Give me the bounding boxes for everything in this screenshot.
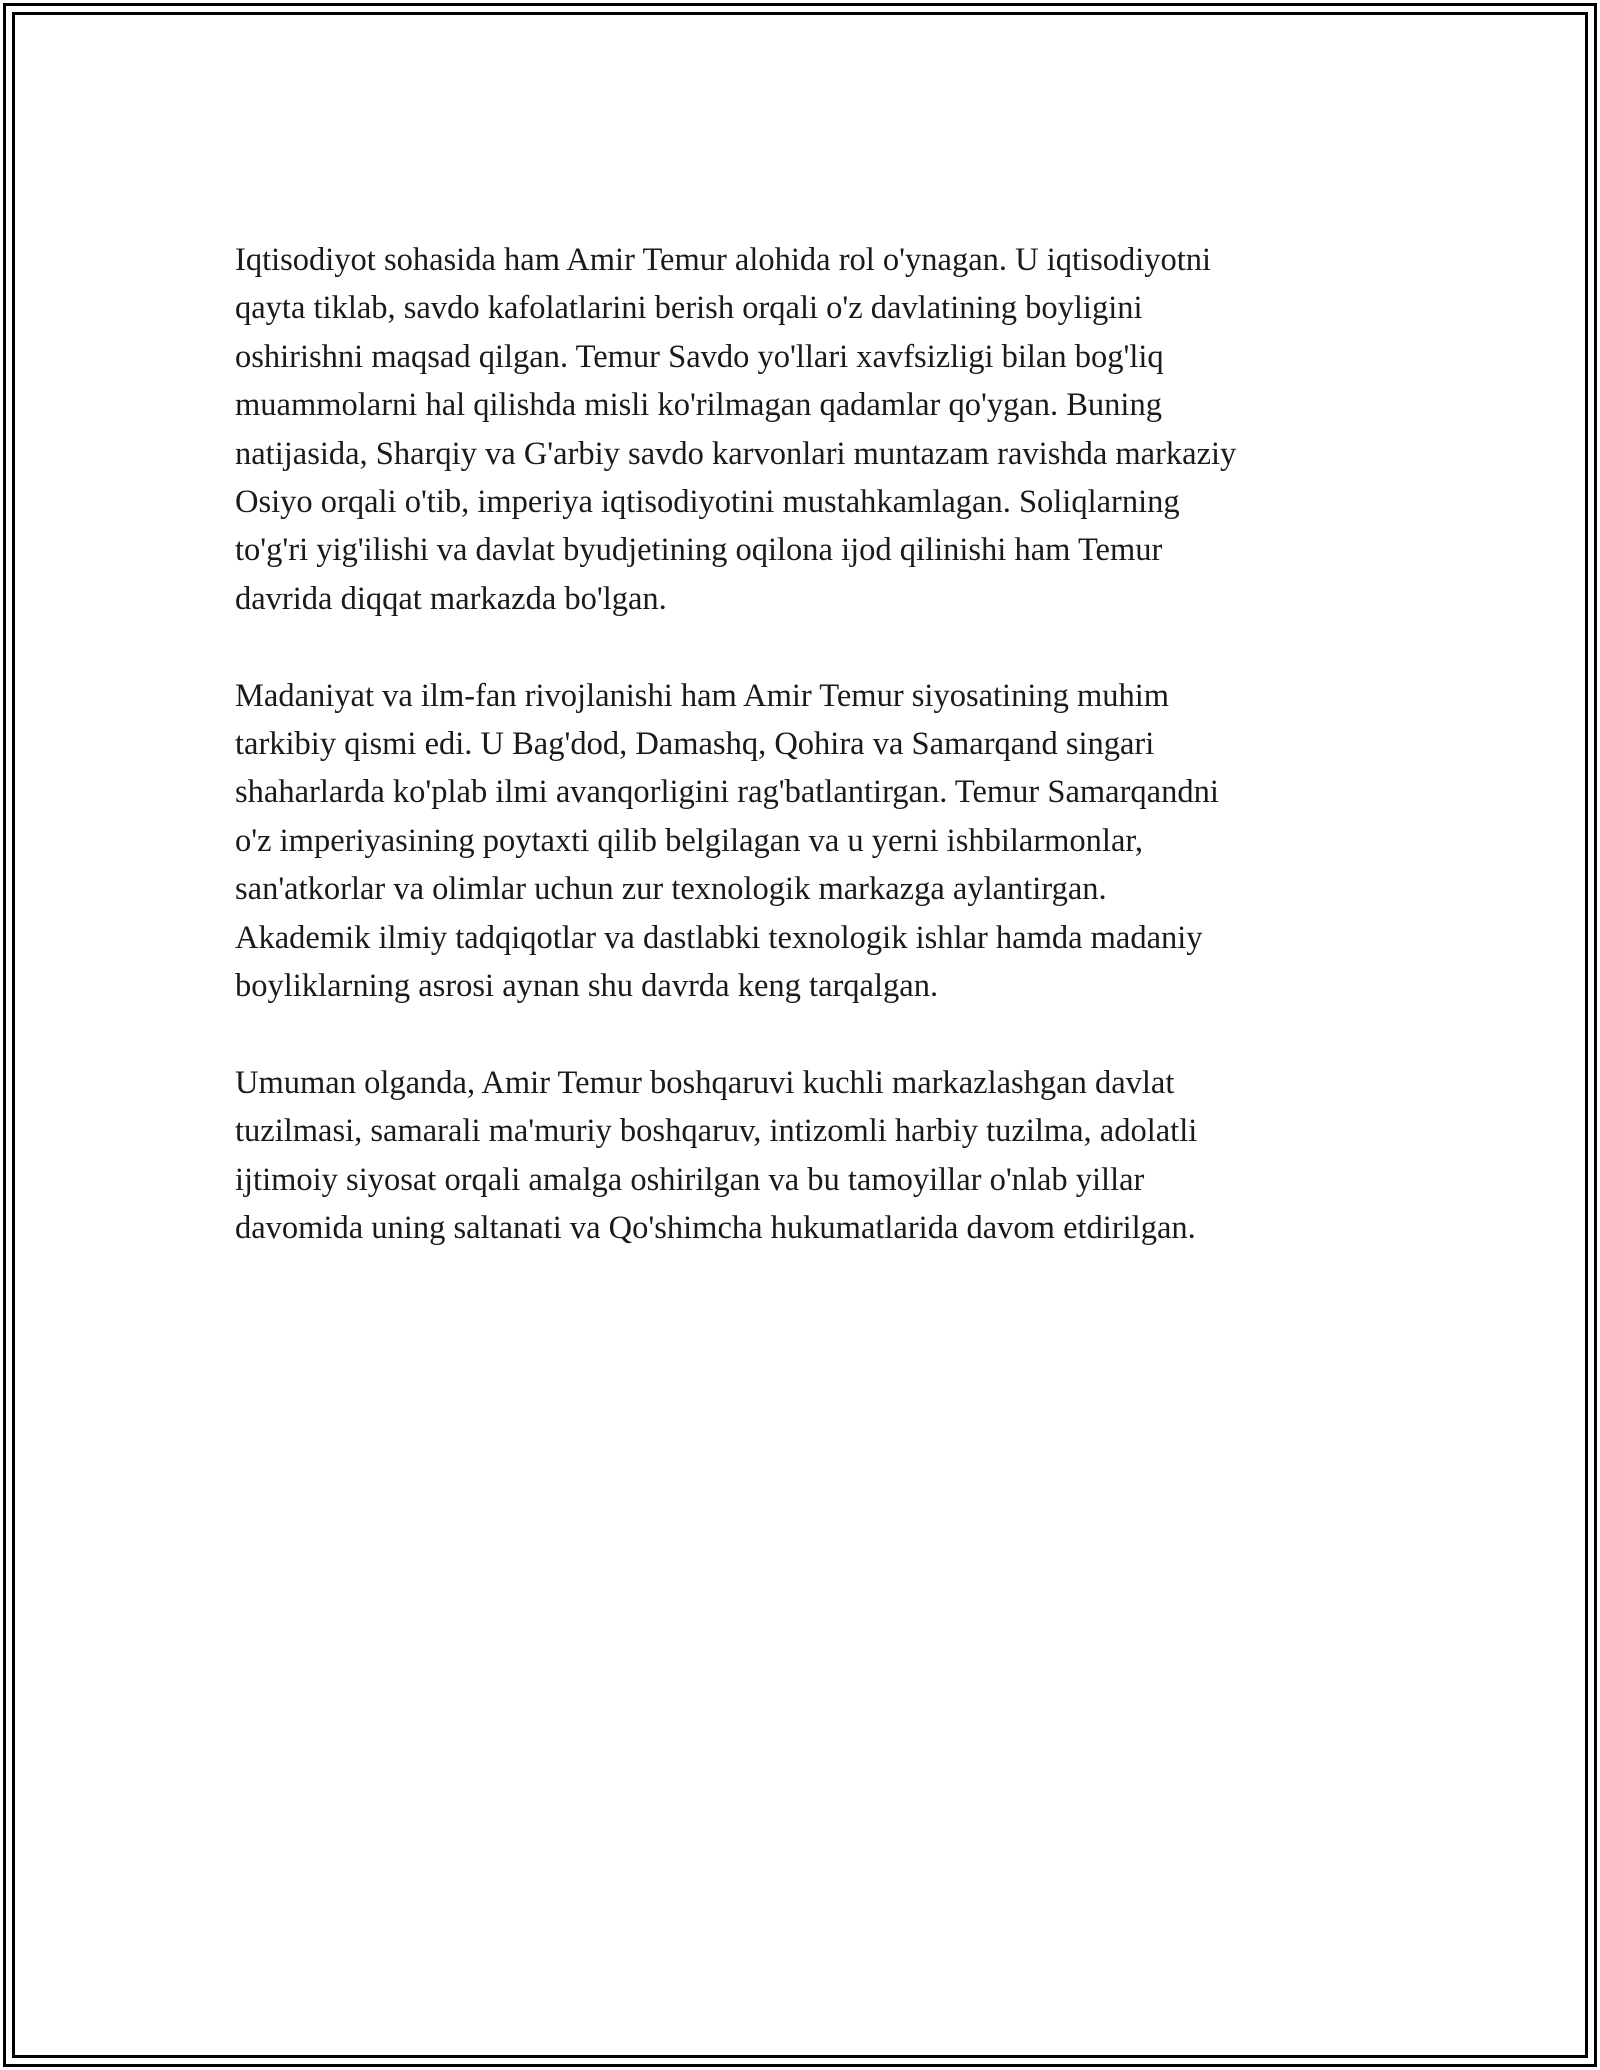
document-body	[235, 236, 1385, 1301]
paragraph-economy: Iqtisodiyot sohasida ham Amir Temur alohida rol o'ynagan. U iqtisodiyotni qayta tiklab, savdo kafolatlarini berish orqali o'z davlatining boyligini oshirishni maqsad qilgan. Temur Savdo yo'llari xavfsizligi bilan bog'liq muammolarni hal qilishda misli ko'rilmagan qadamlar qo'ygan. Buning natijasida, Sharqiy va G'arbiy savdo karvonlari muntazam ravishda markaziy Osiyo orqali o'tib, imperiya iqtisodiyotini mustahkamlagan. Soliqlarning to'g'ri yig'ilishi va davlat byudjetining oqilona ijod qilinishi ham Temur davrida diqqat markazda bo'lgan.	[235, 242, 1237, 617]
paragraph-culture-science: Madaniyat va ilm-fan rivojlanishi ham Amir Temur siyosatining muhim tarkibiy qismi edi. U Bag'dod, Damashq, Qohira va Samarqand singari shaharlarda ko'plab ilmi avanqorligini rag'batlantirgan. Temur Samarqandni o'z imperiyasining poytaxti qilib belgilagan va u yerni ishbilarmonlar, san'atkorlar va olimlar uchun zur texnologik markazga aylantirgan. Akademik ilmiy tadqiqotlar va dastlabki texnologik ishlar hamda madaniy boyliklarning asrosi aynan shu davrda keng tarqalgan.	[235, 677, 1219, 1005]
paragraph-conclusion: Umuman olganda, Amir Temur boshqaruvi kuchli markazlashgan davlat tuzilmasi, samarali ma'muriy boshqaruv, intizomli harbiy tuzilma, adolatli ijtimoiy siyosat orqali amalga oshirilgan va bu tamoyillar o'nlab yillar davomida uning saltanati va Qo'shimcha hukumatlarida davom etdirilgan.	[235, 1064, 1198, 1247]
